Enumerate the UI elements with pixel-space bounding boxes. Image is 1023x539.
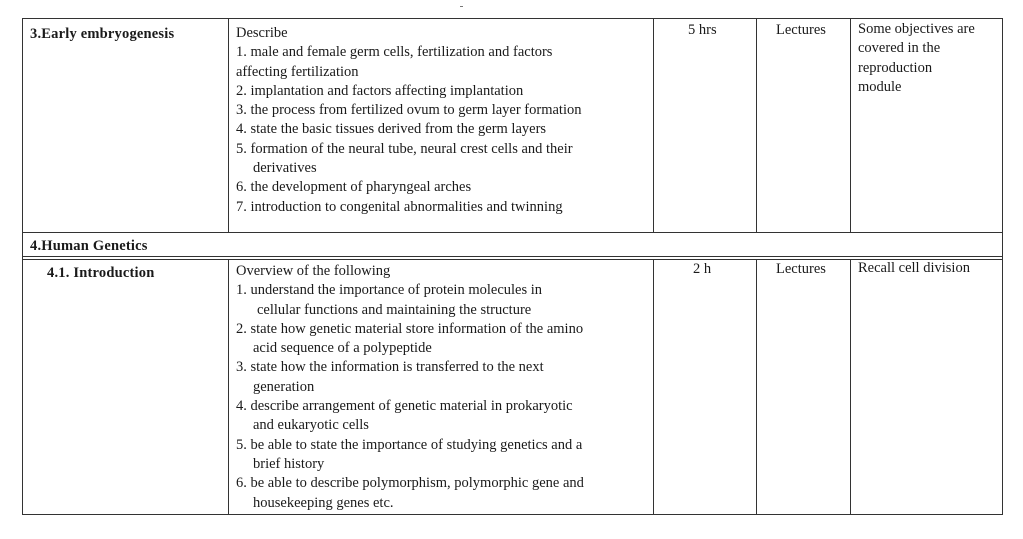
objective-line: 6. be able to describe polymorphism, polymorphic gene and bbox=[236, 475, 584, 492]
objective-line: brief history bbox=[253, 455, 325, 472]
remark-line: reproduction bbox=[858, 59, 933, 76]
objective-line: housekeeping genes etc. bbox=[253, 494, 394, 511]
objective-line: 1. male and female germ cells, fertilization and factors bbox=[236, 44, 553, 61]
objective-line: 2. implantation and factors affecting implantation bbox=[236, 82, 524, 99]
column-divider bbox=[653, 18, 654, 232]
method-cell: Lectures bbox=[776, 261, 826, 277]
objective-line: 7. introduction to congenital abnormalities and twinning bbox=[236, 198, 563, 215]
objective-line: 2. state how genetic material store information of the amino bbox=[236, 320, 584, 337]
objective-line: affecting fertilization bbox=[236, 63, 359, 80]
objective-line: derivatives bbox=[253, 160, 317, 177]
remarks-cell bbox=[858, 20, 998, 97]
remark-line: Recall cell division bbox=[858, 260, 970, 276]
hours-cell: 2 h bbox=[693, 261, 712, 277]
objective-line: Describe bbox=[236, 25, 288, 41]
objectives-cell bbox=[236, 262, 650, 513]
scan-mark bbox=[460, 6, 463, 7]
table-bottom-border bbox=[22, 514, 1003, 515]
objective-line: 4. describe arrangement of genetic material in prokaryotic bbox=[236, 398, 573, 415]
objective-line: 5. formation of the neural tube, neural crest cells and their bbox=[236, 140, 573, 157]
topic-cell: 4.1. Introduction bbox=[47, 265, 155, 281]
section-heading: 4.Human Genetics bbox=[30, 238, 148, 254]
table-left-border bbox=[22, 18, 23, 514]
objective-line: cellular functions and maintaining the structure bbox=[257, 301, 532, 318]
objective-line: 3. state how the information is transferred to the next bbox=[236, 359, 544, 376]
objective-line: generation bbox=[253, 378, 315, 395]
remarks-cell bbox=[858, 259, 998, 278]
column-divider bbox=[228, 259, 229, 514]
objective-line: 1. understand the importance of protein molecules in bbox=[236, 282, 543, 299]
column-divider bbox=[756, 259, 757, 514]
objective-line: 3. the process from fertilized ovum to germ layer formation bbox=[236, 102, 582, 119]
objective-line: 6. the development of pharyngeal arches bbox=[236, 179, 472, 196]
objective-line: acid sequence of a polypeptide bbox=[253, 340, 432, 357]
remark-line: module bbox=[858, 78, 902, 95]
remark-line: Some objectives are bbox=[858, 21, 975, 37]
topic-cell: 3.Early embryogenesis bbox=[30, 26, 175, 42]
objective-line: Overview of the following bbox=[236, 263, 391, 279]
remark-line: covered in the bbox=[858, 40, 941, 57]
hours-cell: 5 hrs bbox=[688, 22, 717, 38]
row-divider bbox=[22, 259, 1003, 260]
method-cell: Lectures bbox=[776, 22, 826, 38]
row-divider bbox=[22, 232, 1003, 233]
column-divider bbox=[850, 18, 851, 232]
objective-line: and eukaryotic cells bbox=[253, 417, 369, 434]
objectives-cell bbox=[236, 24, 650, 217]
objective-line: 4. state the basic tissues derived from the germ layers bbox=[236, 121, 547, 138]
objective-line: 5. be able to state the importance of studying genetics and a bbox=[236, 436, 583, 453]
row-divider bbox=[22, 256, 1003, 257]
column-divider bbox=[228, 18, 229, 232]
column-divider bbox=[850, 259, 851, 514]
table-top-border bbox=[22, 18, 1003, 19]
column-divider bbox=[653, 259, 654, 514]
table-right-border bbox=[1002, 18, 1003, 514]
column-divider bbox=[756, 18, 757, 232]
